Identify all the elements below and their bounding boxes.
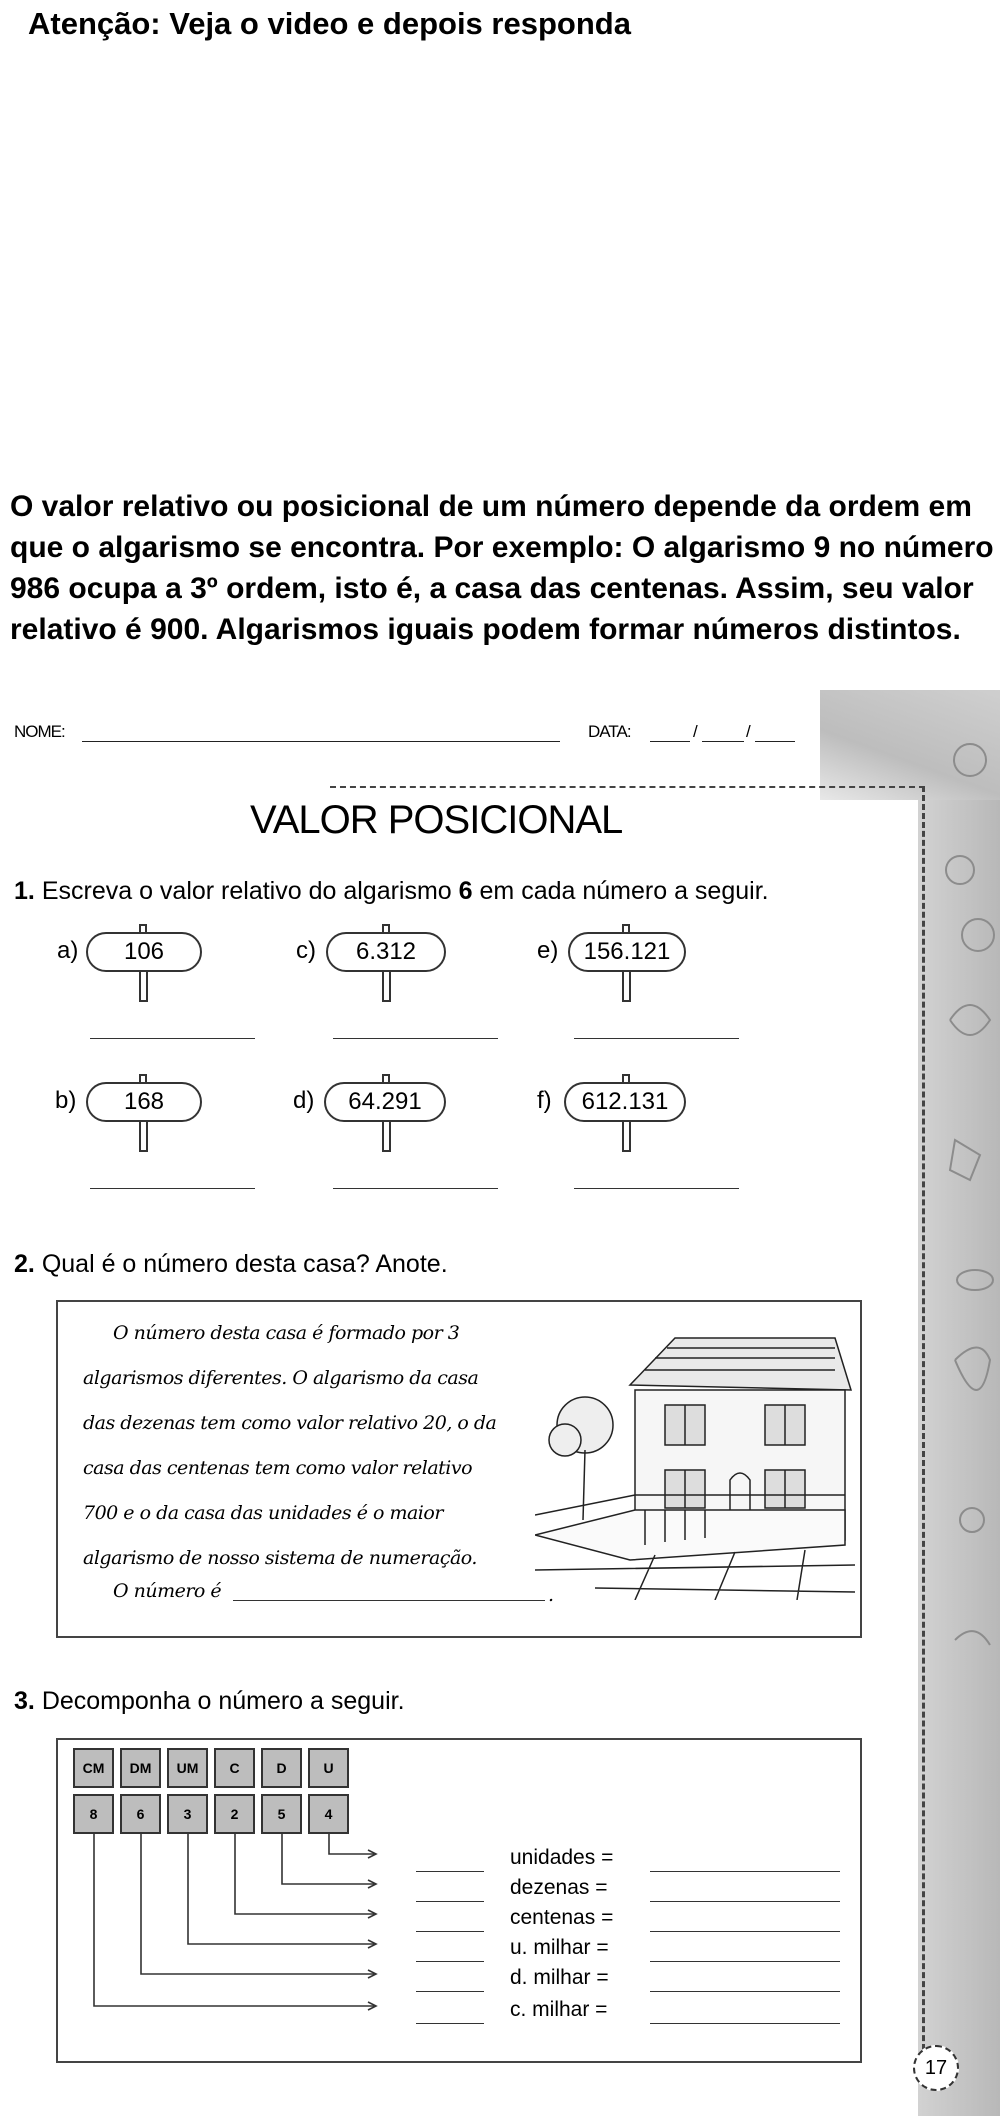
place-header-cell: DM — [120, 1748, 161, 1788]
intro-paragraph: O valor relativo ou posicional de um número depende da ordem em que o algarismo se encontra. Por exemplo: O algarismo 9 no número 986 ocupa a 3º ordem, isto é, a casa das centenas. Assim, seu valor relativo é 900. Algarismos iguais podem formar números distintos. — [10, 490, 994, 646]
date-separator: / — [693, 722, 697, 741]
value-answer-line[interactable] — [650, 1901, 840, 1902]
arrow-d-milhar — [141, 1834, 376, 1974]
place-label: unidades = — [510, 1846, 614, 1869]
q1-number-sign: 106 — [86, 932, 202, 972]
q1-number-sign: 168 — [86, 1082, 202, 1122]
q2-answer-end: . — [548, 1584, 554, 1606]
q1-item-letter: d) — [293, 1087, 315, 1114]
q1-answer-line[interactable] — [90, 1038, 255, 1039]
q1-answer-line[interactable] — [333, 1038, 498, 1039]
place-digit-cell: 6 — [120, 1794, 161, 1834]
place-header-cell: C — [214, 1748, 255, 1788]
wave-icon — [955, 1631, 990, 1645]
q1-number-sign: 156.121 — [568, 932, 686, 972]
name-label: NOME: — [14, 722, 65, 741]
q1-text-before: Escreva o valor relativo do algarismo — [41, 877, 452, 905]
decomposition-arrows — [56, 1834, 386, 2064]
digit-answer-line[interactable] — [416, 1931, 484, 1932]
sign-post — [139, 972, 148, 1002]
q1-item-letter: b) — [55, 1087, 77, 1114]
q1-item-letter: a) — [57, 937, 79, 964]
sign-post — [382, 1122, 391, 1152]
date-year-field[interactable] — [755, 740, 795, 742]
q1-answer-line[interactable] — [333, 1188, 498, 1189]
q1-answer-line[interactable] — [574, 1188, 739, 1189]
digit-answer-line[interactable] — [416, 1871, 484, 1872]
cloud-icon — [957, 1270, 993, 1290]
sign-nail — [139, 924, 147, 932]
place-header-cell: CM — [73, 1748, 114, 1788]
sign-post — [382, 972, 391, 1002]
place-digit-cell: 8 — [73, 1794, 114, 1834]
q1-item-letter: c) — [296, 937, 316, 964]
place-digit-cell: 3 — [167, 1794, 208, 1834]
date-day-field[interactable] — [650, 740, 690, 742]
q2-answer-label: O número é — [113, 1580, 222, 1602]
q1-answer-line[interactable] — [90, 1188, 255, 1189]
digit-answer-line[interactable] — [416, 1901, 484, 1902]
heart-icon — [955, 1348, 990, 1391]
q2-line: O número desta casa é formado por 3 — [113, 1322, 460, 1344]
q2-line: algarismo de nosso sistema de numeração. — [83, 1547, 477, 1569]
q1-digit: 6 — [458, 877, 473, 905]
leaf-icon — [950, 1005, 990, 1035]
q2-line: 700 e o da casa das unidades é o maior — [83, 1502, 443, 1524]
q1-prompt — [14, 877, 769, 906]
value-answer-line[interactable] — [650, 2023, 840, 2024]
flower-icon — [954, 744, 986, 776]
q3-number: 3. — [14, 1687, 35, 1715]
q2-text: Qual é o número desta casa? Anote. — [41, 1250, 448, 1278]
q3-text: Decomponha o número a seguir. — [41, 1687, 405, 1715]
smile-icon — [946, 856, 974, 884]
sign-nail — [382, 924, 390, 932]
place-header-cell: U — [308, 1748, 349, 1788]
sign-nail — [622, 1074, 630, 1082]
dashed-border-top — [330, 786, 925, 788]
q2-line: das dezenas tem como valor relativo 20, o da — [83, 1412, 497, 1434]
q1-number-sign: 612.131 — [564, 1082, 686, 1122]
value-answer-line[interactable] — [650, 1871, 840, 1872]
q1-number-sign: 6.312 — [326, 932, 446, 972]
place-label: dezenas = — [510, 1876, 608, 1899]
sign-post — [622, 972, 631, 1002]
sign-post — [139, 1122, 148, 1152]
date-separator: / — [746, 722, 750, 741]
q1-text-after: em cada número a seguir. — [479, 877, 769, 905]
sign-nail — [139, 1074, 147, 1082]
value-answer-line[interactable] — [650, 1931, 840, 1932]
q2-line: casa das centenas tem como valor relativo — [83, 1457, 473, 1479]
page-number-badge: 17 — [913, 2045, 959, 2091]
q3-prompt — [14, 1687, 405, 1716]
place-digit-cell: 2 — [214, 1794, 255, 1834]
house-illustration — [535, 1330, 855, 1600]
ball-icon — [960, 1508, 984, 1532]
digit-answer-line[interactable] — [416, 1991, 484, 1992]
digit-answer-line[interactable] — [416, 2023, 484, 2024]
q1-item-letter: f) — [537, 1087, 552, 1114]
attention-heading: Atenção: Veja o video e depois responda — [28, 6, 631, 41]
place-digit-cell: 4 — [308, 1794, 349, 1834]
q1-number: 1. — [14, 877, 35, 905]
value-answer-line[interactable] — [650, 1961, 840, 1962]
q1-number-sign: 64.291 — [324, 1082, 446, 1122]
doodle-icons — [860, 720, 1000, 1770]
sun-icon — [962, 919, 994, 951]
value-answer-line[interactable] — [650, 1991, 840, 1992]
date-label: DATA: — [588, 722, 631, 741]
q1-item-letter: e) — [537, 937, 559, 964]
place-digit-cell: 5 — [261, 1794, 302, 1834]
sign-nail — [622, 924, 630, 932]
place-label: centenas = — [510, 1906, 614, 1929]
place-label: u. milhar = — [510, 1936, 609, 1959]
place-header-cell: D — [261, 1748, 302, 1788]
bird-icon — [950, 1140, 980, 1180]
digit-answer-line[interactable] — [416, 1961, 484, 1962]
q2-number: 2. — [14, 1250, 35, 1278]
place-label: c. milhar = — [510, 1998, 608, 2021]
place-header-cell: UM — [167, 1748, 208, 1788]
q2-line: algarismos diferentes. O algarismo da casa — [83, 1367, 479, 1389]
sign-nail — [382, 1074, 390, 1082]
q2-prompt — [14, 1250, 448, 1279]
name-field[interactable] — [82, 740, 560, 742]
dashed-border-right — [922, 786, 925, 2086]
place-label: d. milhar = — [510, 1966, 609, 1989]
sign-post — [622, 1122, 631, 1152]
q2-answer-line[interactable] — [233, 1600, 545, 1601]
worksheet-title: VALOR POSICIONAL — [250, 798, 623, 842]
q1-answer-line[interactable] — [574, 1038, 739, 1039]
arrow-centenas — [235, 1834, 376, 1914]
date-month-field[interactable] — [702, 740, 744, 742]
